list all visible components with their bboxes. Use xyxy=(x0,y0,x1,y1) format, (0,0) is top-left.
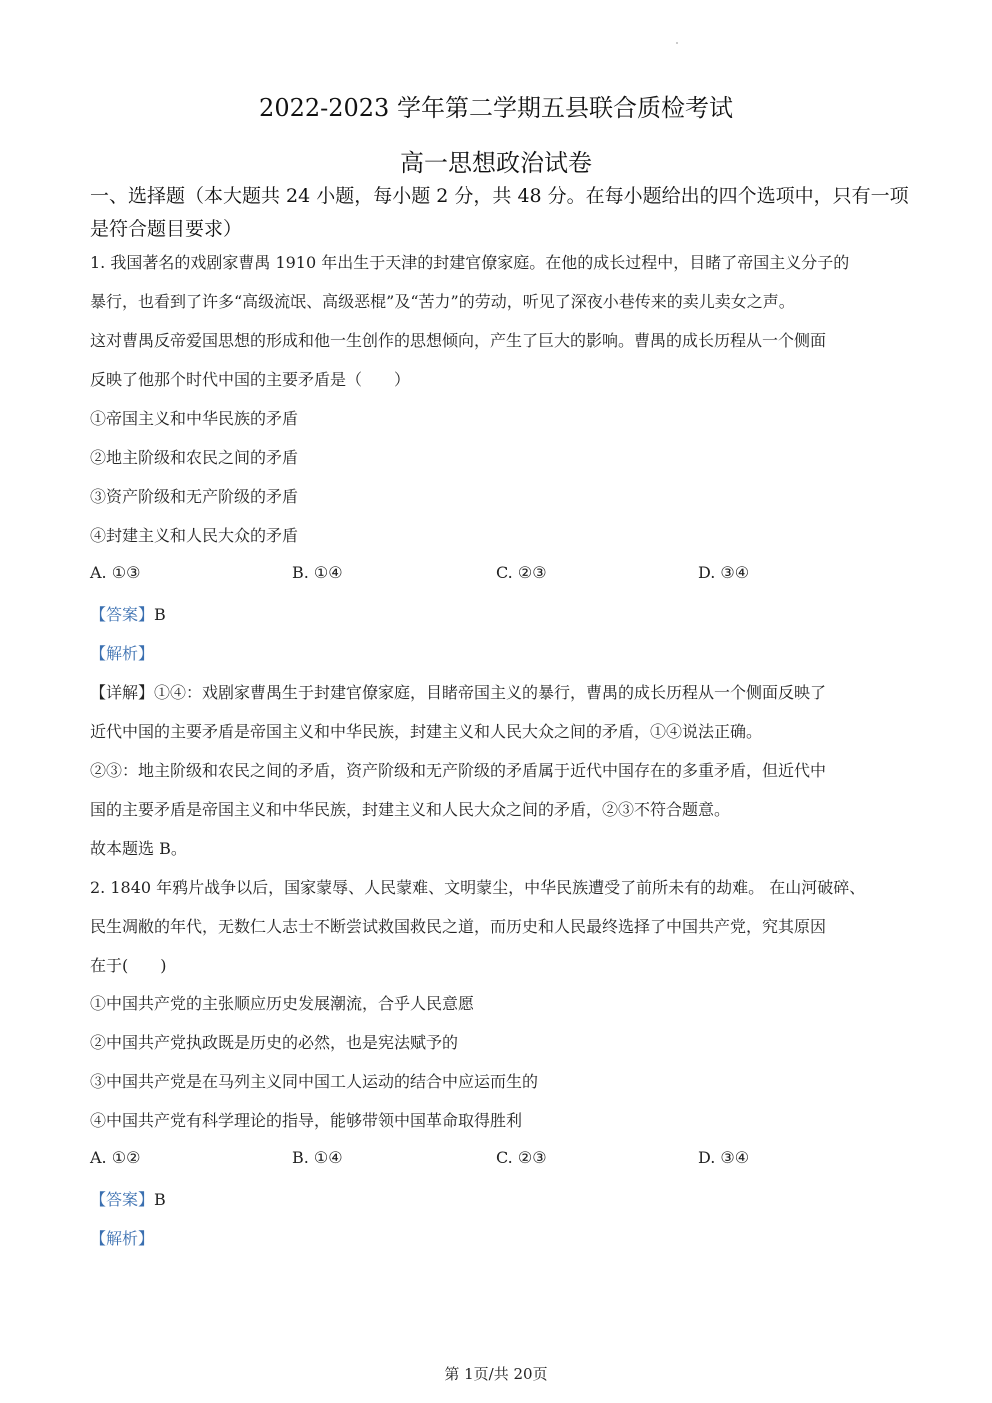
q1-stem-line: 反映了他那个时代中国的主要矛盾是（ ） xyxy=(90,370,411,389)
answer-tag: 【答案】 xyxy=(90,1190,155,1209)
analysis-tag: 【解析】 xyxy=(90,644,155,663)
section-header: 一、选择题（本大题共 24 小题，每小题 2 分，共 48 分。在每小题给出的四个选项中，只有一项是符合题目要求） xyxy=(90,185,909,240)
q2-analysis xyxy=(90,1226,910,1249)
q1-item: ③资产阶级和无产阶级的矛盾 xyxy=(90,487,299,506)
scan-speck xyxy=(676,42,678,44)
q1-stem-line: 1. 我国著名的戏剧家曹禺 1910 年出生于天津的封建官僚家庭。在他的成长过程中，目睹了帝国主义分子的 xyxy=(90,253,850,272)
q1-detail-line: 近代中国的主要矛盾是帝国主义和中华民族，封建主义和人民大众之间的矛盾，①④说法正确。 xyxy=(90,722,763,741)
q2-stem-line: 民生凋敝的年代，无数仁人志士不断尝试救国救民之道，而历史和人民最终选择了中国共产党，究其原因 xyxy=(90,917,827,936)
q1-stem-line: 这对曹禺反帝爱国思想的形成和他一生创作的思想倾向，产生了巨大的影响。曹禺的成长历程从一个侧面 xyxy=(90,331,827,350)
q1-option-a: A. ①③ xyxy=(90,563,141,582)
q2-item: ④中国共产党有科学理论的指导，能够带领中国革命取得胜利 xyxy=(90,1111,523,1130)
q1-detail-line: ②③：地主阶级和农民之间的矛盾，资产阶级和无产阶级的矛盾属于近代中国存在的多重矛盾，但近代中 xyxy=(90,761,827,780)
q1-option-d: D. ③④ xyxy=(698,563,750,582)
q2-item: ③中国共产党是在马列主义同中国工人运动的结合中应运而生的 xyxy=(90,1072,539,1091)
analysis-tag: 【解析】 xyxy=(90,1229,155,1248)
exam-subtitle: 高一思想政治试卷 xyxy=(400,149,592,177)
q2-option-a: A. ①② xyxy=(90,1148,141,1167)
exam-title: 2022-2023 学年第二学期五县联合质检考试 xyxy=(259,94,733,122)
q2-item: ②中国共产党执政既是历史的必然，也是宪法赋予的 xyxy=(90,1033,459,1052)
q1-option-b: B. ①④ xyxy=(292,563,343,582)
q1-option-c: C. ②③ xyxy=(496,563,547,582)
q1-item: ①帝国主义和中华民族的矛盾 xyxy=(90,409,299,428)
q2-answer xyxy=(90,1187,910,1210)
q1-detail-line: 故本题选 B。 xyxy=(90,839,187,858)
q1-stem-line: 暴行，也看到了许多“高级流氓、高级恶棍”及“苦力”的劳动，听见了深夜小巷传来的卖儿卖女之声。 xyxy=(90,292,795,311)
detail-text: ①④：戏剧家曹禺生于封建官僚家庭，目睹帝国主义的暴行，曹禺的成长历程从一个侧面反映了 xyxy=(154,683,827,702)
q1-item: ②地主阶级和农民之间的矛盾 xyxy=(90,448,299,467)
q1-analysis xyxy=(90,641,910,664)
page-footer: 第 1页/共 20页 xyxy=(444,1365,548,1383)
q1-answer xyxy=(90,602,910,625)
answer-value: B xyxy=(154,605,166,624)
q1-detail-line: 国的主要矛盾是帝国主义和中华民族，封建主义和人民大众之间的矛盾，②③不符合题意。 xyxy=(90,800,731,819)
q1-options xyxy=(90,563,910,587)
q1-detail-line xyxy=(90,680,910,703)
detail-tag: 【详解】 xyxy=(90,683,155,702)
answer-value: B xyxy=(154,1190,166,1209)
q2-stem-line: 2. 1840 年鸦片战争以后，国家蒙辱、人民蒙难、文明蒙尘，中华民族遭受了前所未有的劫难。 在山河破碎、 xyxy=(90,878,866,897)
q2-options xyxy=(90,1148,910,1172)
q2-option-d: D. ③④ xyxy=(698,1148,750,1167)
q1-item: ④封建主义和人民大众的矛盾 xyxy=(90,526,299,545)
q2-stem-line: 在于( ) xyxy=(90,956,167,975)
q2-option-c: C. ②③ xyxy=(496,1148,547,1167)
q2-option-b: B. ①④ xyxy=(292,1148,343,1167)
answer-tag: 【答案】 xyxy=(90,605,155,624)
q2-item: ①中国共产党的主张顺应历史发展潮流，合乎人民意愿 xyxy=(90,994,475,1013)
